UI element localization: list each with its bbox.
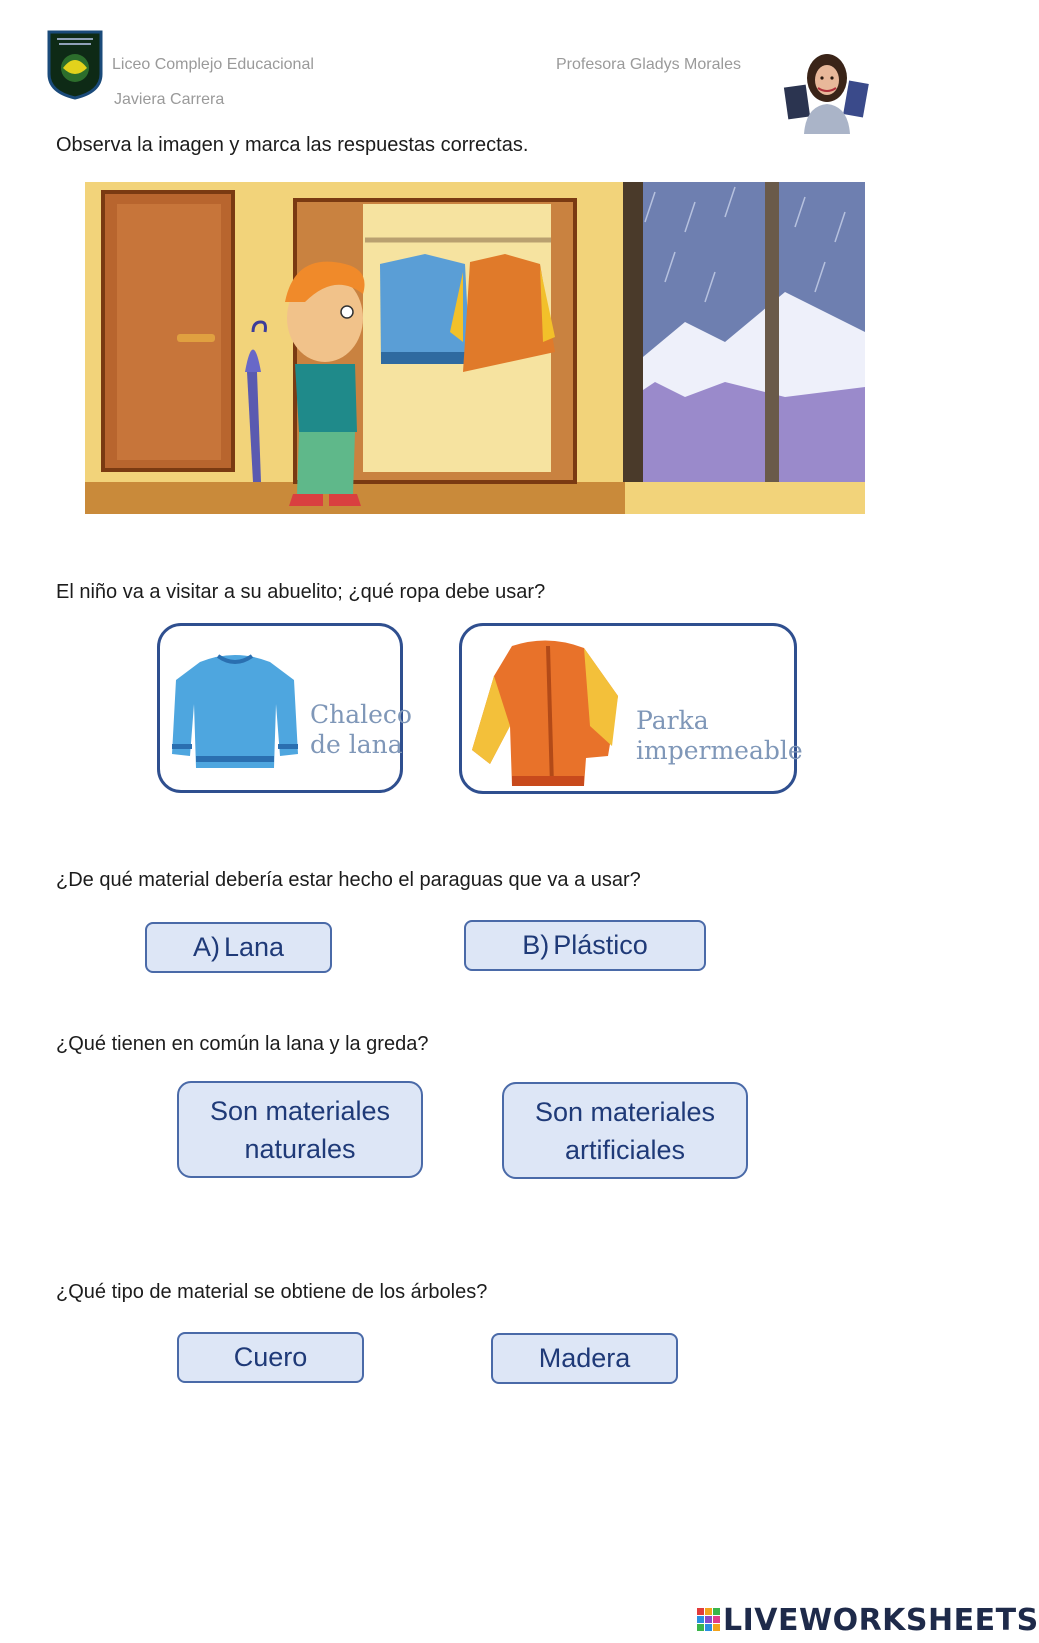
option-materiales-artificiales[interactable]	[502, 1082, 748, 1179]
option-label: Plástico	[553, 930, 648, 960]
liveworksheets-logo[interactable]	[697, 1602, 1039, 1638]
question-4: ¿Qué tipo de material se obtiene de los árboles?	[56, 1281, 488, 1303]
liveworksheets-icon	[697, 1608, 721, 1632]
option-label: Chaleco de lana	[310, 700, 412, 759]
option-madera[interactable]	[491, 1333, 678, 1384]
option-prefix: A)	[192, 932, 220, 962]
option-label: Madera	[538, 1343, 631, 1373]
school-logo	[47, 30, 103, 100]
option-prefix: B)	[522, 930, 550, 960]
question-3: ¿Qué tienen en común la lana y la greda?	[56, 1033, 429, 1055]
school-name-line2: Javiera Carrera	[114, 91, 225, 108]
option-label-line2: artificiales	[564, 1134, 686, 1165]
option-label: Lana	[223, 932, 285, 962]
option-chaleco-de-lana[interactable]	[157, 623, 412, 793]
option-cuero[interactable]	[177, 1332, 364, 1383]
liveworksheets-brand: LIVEWORKSHEETS	[723, 1602, 1039, 1638]
question-1: El niño va a visitar a su abuelito; ¿qué ropa debe usar?	[56, 581, 546, 603]
option-b-plastico[interactable]	[464, 920, 706, 971]
scene-illustration	[85, 182, 865, 514]
option-label-line2: naturales	[244, 1133, 356, 1164]
option-label-line1: Son materiales	[534, 1096, 716, 1127]
option-label-line1: Son materiales	[209, 1095, 391, 1126]
instructions: Observa la imagen y marca las respuestas correctas.	[56, 134, 529, 156]
option-label: Cuero	[233, 1342, 308, 1372]
sweater-icon	[170, 644, 300, 772]
teacher-name: Profesora Gladys Morales	[556, 56, 741, 73]
option-parka-impermeable[interactable]	[459, 623, 803, 794]
teacher-avatar	[782, 48, 872, 134]
option-label: Parka impermeable	[636, 706, 803, 765]
jacket-icon	[468, 636, 628, 790]
option-materiales-naturales[interactable]	[177, 1081, 423, 1178]
school-name: Liceo Complejo Educacional	[112, 56, 314, 73]
question-2: ¿De qué material debería estar hecho el paraguas que va a usar?	[56, 869, 641, 891]
option-a-lana[interactable]	[145, 922, 332, 973]
